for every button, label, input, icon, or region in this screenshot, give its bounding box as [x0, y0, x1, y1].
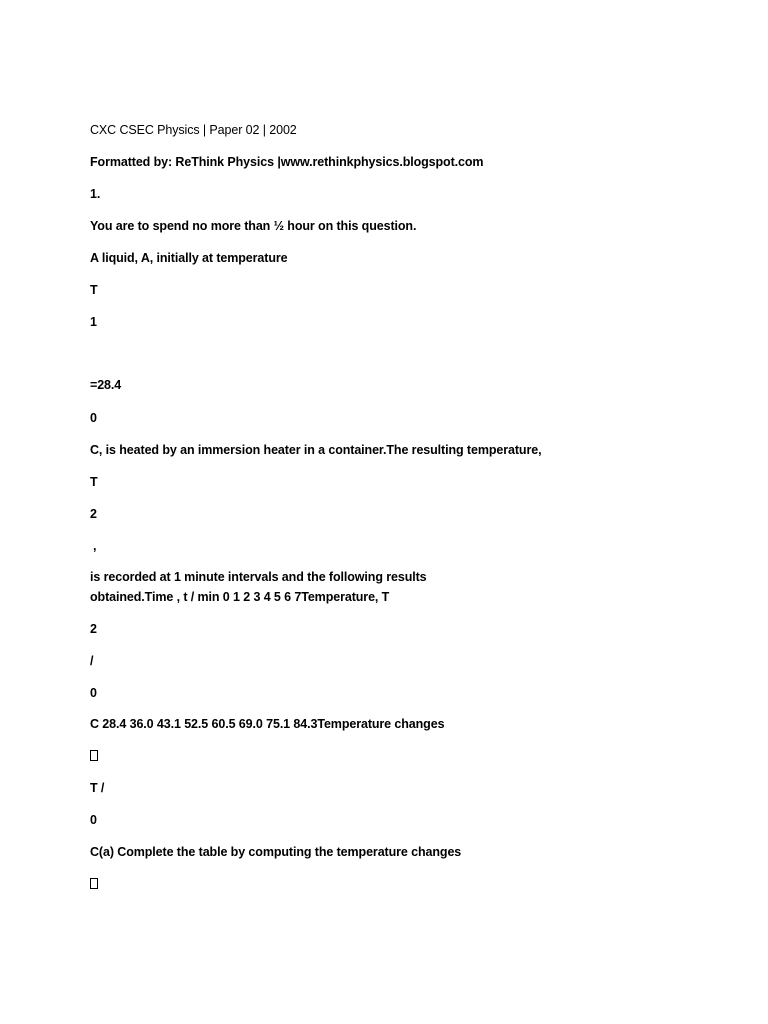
t-slash-text: T /: [90, 781, 105, 795]
recorded-sentence: is recorded at 1 minute intervals and the following results: [90, 570, 427, 584]
missing-glyph-icon: [90, 748, 98, 764]
t1-symbol: T: [90, 283, 98, 297]
heated-sentence: C, is heated by an immersion heater in a container.The resulting temperature,: [90, 443, 542, 457]
degree-superscript-1: 0: [90, 411, 97, 425]
missing-glyph-icon: [90, 876, 98, 892]
t1-value: =28.4: [90, 378, 122, 392]
question-instruction: You are to spend no more than ½ hour on this question.: [90, 219, 417, 233]
comma-mark: ,: [93, 539, 97, 553]
t2-subscript: 2: [90, 507, 97, 521]
document-header: CXC CSEC Physics | Paper 02 | 2002: [90, 123, 297, 137]
degree-superscript-3: 0: [90, 813, 97, 827]
t2-symbol: T: [90, 475, 98, 489]
table-header-text: obtained.Time , t / min 0 1 2 3 4 5 6 7Temperature, T: [90, 590, 390, 604]
slash-mark: /: [90, 654, 94, 668]
t2-subscript-b: 2: [90, 622, 97, 636]
liquid-intro-text: A liquid, A, initially at temperature: [90, 251, 288, 265]
temperatures-text: C 28.4 36.0 43.1 52.5 60.5 69.0 75.1 84.3Temperature changes: [90, 717, 445, 731]
question-number: 1.: [90, 187, 101, 201]
degree-superscript-2: 0: [90, 686, 97, 700]
part-a-instruction: C(a) Complete the table by computing the temperature changes: [90, 845, 462, 859]
formatted-by-line: Formatted by: ReThink Physics |www.rethinkphysics.blogspot.com: [90, 155, 484, 169]
t1-subscript: 1: [90, 315, 97, 329]
